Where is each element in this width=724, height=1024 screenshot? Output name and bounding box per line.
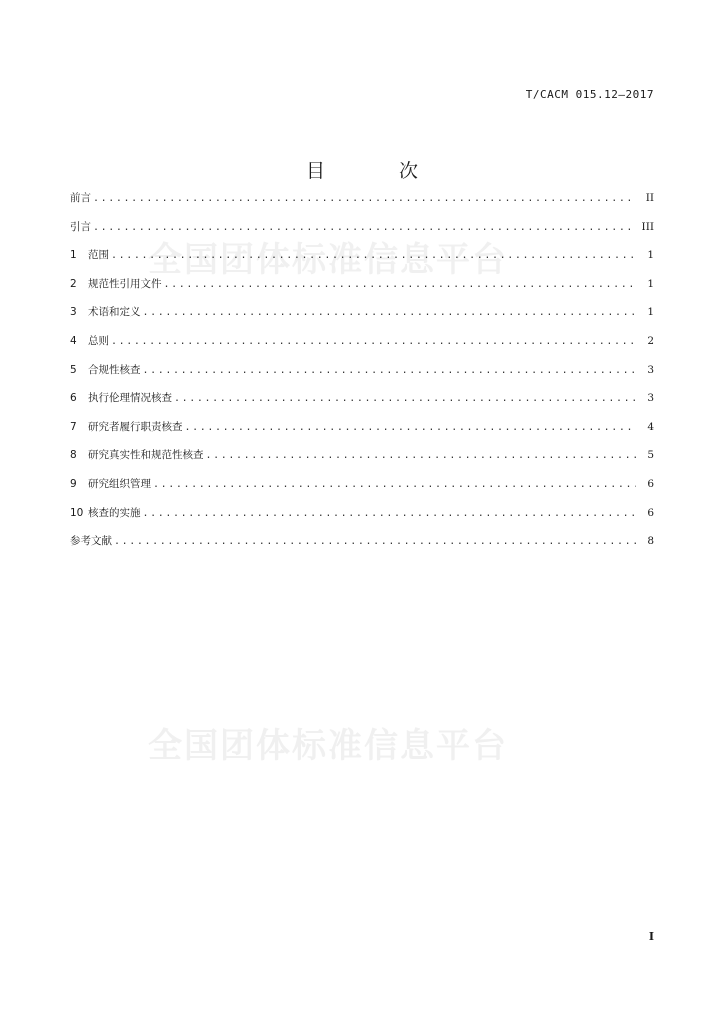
toc-entry-number: 9 [70,477,77,490]
toc-entry-page: 6 [647,477,654,490]
toc-dot-leader [93,222,636,233]
document-id: T/CACM 015.12—2017 [525,88,654,101]
toc-dot-leader [143,365,637,376]
toc-title: 目 次 [305,160,453,182]
watermark-text: 全国团体标准信息平台 [148,240,508,280]
toc-entry-page: II [645,192,654,204]
toc-entry[interactable] [70,505,654,534]
watermark-text: 全国团体标准信息平台 [148,726,508,766]
toc-entry-page: 5 [647,449,654,462]
toc-entry-number: 3 [70,306,77,319]
toc-entry[interactable] [70,419,654,448]
toc-entry-number: 10 [70,506,84,519]
toc-entry-label: 研究组织管理 [88,477,151,490]
toc-entry-label: 前言 [70,192,91,204]
toc-entry-page: 3 [647,363,654,376]
toc-entry-number: 6 [70,392,77,405]
toc-dot-leader [143,307,637,318]
toc-entry[interactable] [70,390,654,419]
toc-entry[interactable] [70,333,654,362]
page-number: I [648,930,654,943]
toc-entry-label: 核查的实施 [88,506,141,519]
toc-entry-page: 4 [647,420,654,433]
toc-entry-page: III [641,220,654,233]
toc-entry-label: 引言 [70,220,91,233]
toc-entry-label: 参考文献 [70,535,112,548]
toc-entry[interactable] [70,304,654,333]
toc-entry-label: 执行伦理情况核查 [88,392,172,405]
toc-entry-label: 研究者履行职责核查 [88,420,183,433]
toc-dot-leader [93,193,636,204]
toc-entry[interactable] [70,219,654,248]
toc-entry-page: 1 [647,306,654,319]
toc-entry-label: 总则 [88,334,109,347]
toc-entry-page: 1 [647,249,654,262]
toc-dot-leader [206,450,637,461]
toc-entry[interactable] [70,276,654,305]
toc-entry-page: 6 [647,506,654,519]
toc-entry-label: 合规性核查 [88,363,141,376]
toc-entry-label: 研究真实性和规范性核查 [88,449,204,462]
toc-dot-leader [114,536,636,547]
toc-entry-label: 规范性引用文件 [88,277,162,290]
toc-entry-page: 3 [647,392,654,405]
toc-entry-number: 4 [70,334,77,347]
toc-entry-page: 1 [647,277,654,290]
toc-entry-label: 范围 [88,249,109,262]
toc-dot-leader [153,479,636,490]
toc-entry[interactable] [70,247,654,276]
toc-dot-leader [174,393,636,404]
toc-entry-number: 1 [70,249,77,262]
toc-dot-leader [164,279,637,290]
toc-entry-number: 8 [70,449,77,462]
toc-dot-leader [143,508,637,519]
toc-dot-leader [111,250,636,261]
toc-entry[interactable] [70,533,654,562]
toc-entry[interactable] [70,476,654,505]
toc-entry-number: 7 [70,420,77,433]
toc-entry-number: 5 [70,363,77,376]
toc-dot-leader [111,336,636,347]
toc-entry[interactable] [70,190,654,219]
toc-entry[interactable] [70,447,654,476]
toc-entry-number: 2 [70,277,77,290]
table-of-contents [70,190,654,562]
toc-dot-leader [185,422,637,433]
toc-entry-label: 术语和定义 [88,306,141,319]
toc-entry[interactable] [70,362,654,391]
toc-entry-page: 8 [647,535,654,548]
toc-entry-page: 2 [647,334,654,347]
